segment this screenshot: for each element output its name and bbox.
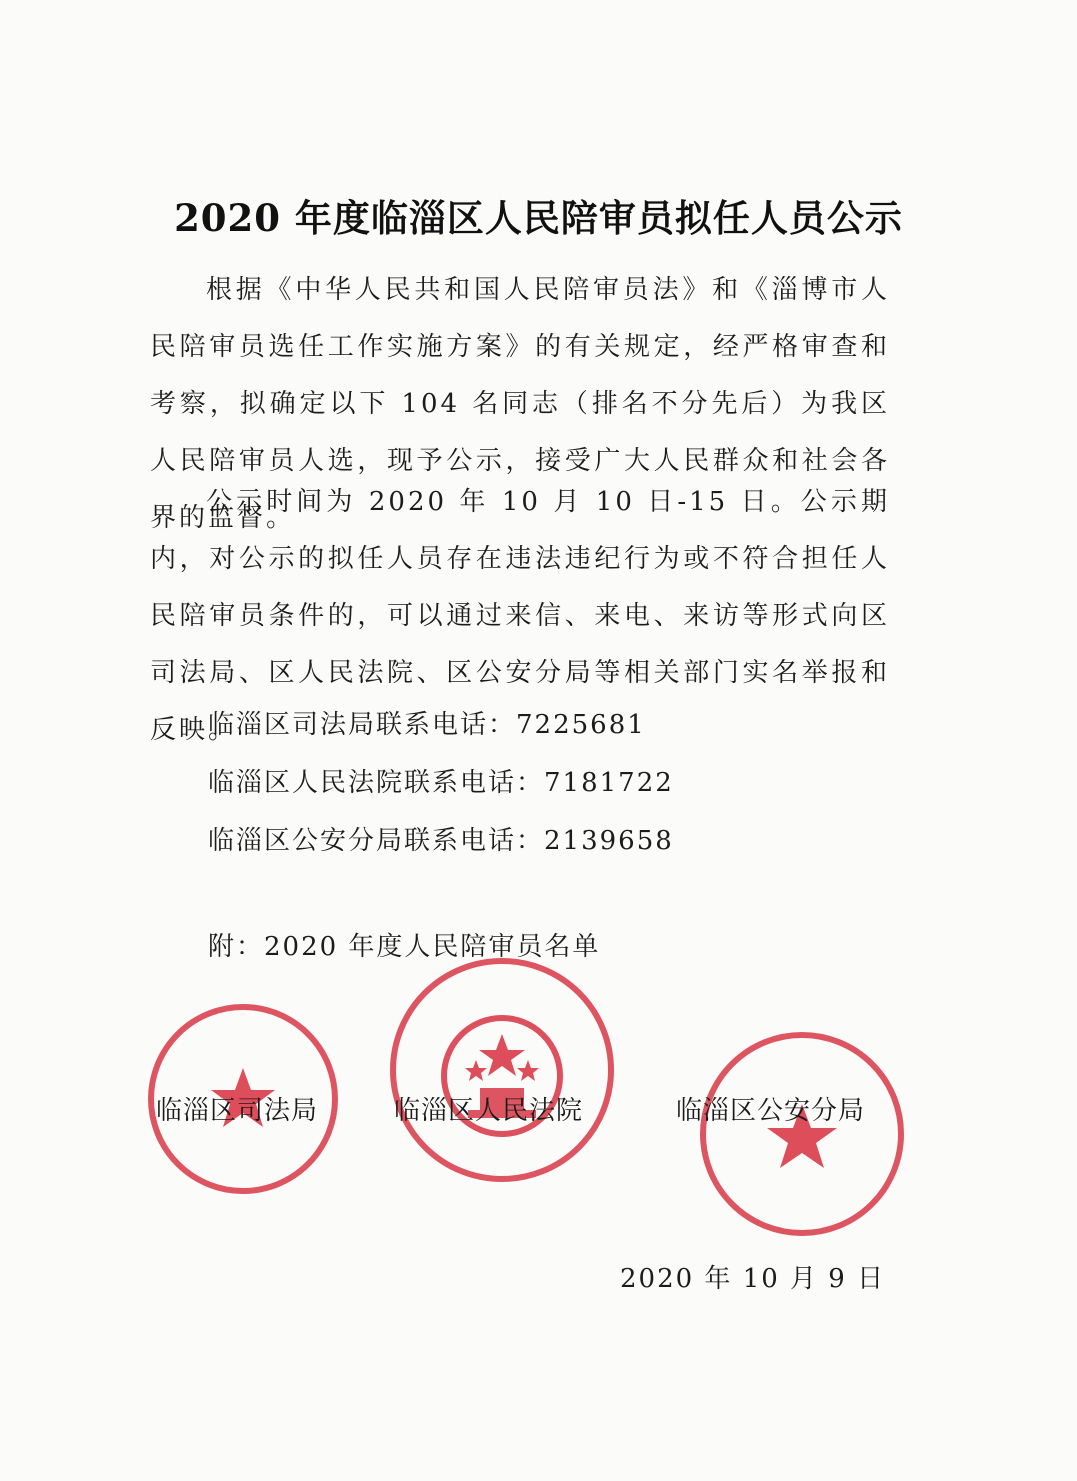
signatory-justice-bureau: 临淄区司法局 [156,1096,319,1126]
paragraph-period: 公示时间为 2020 年 10 月 10 日-15 日。公示期内，对公示的拟任人员存在违法违纪行为或不符合担任人民陪审员条件的，可以通过来信、来电、来访等形式向区司法局、区人民法院、区公安分局等相关部门实名举报和反映。 [150,487,890,745]
court-seal [390,958,614,1182]
signatory-court: 临淄区人民法院 [394,1096,584,1126]
document-date: 2020 年 10 月 9 日 [620,1264,886,1294]
paragraph-intro: 根据《中华人民共和国人民陪审员法》和《淄博市人民陪审员选任工作实施方案》的有关规定，经严格审查和考察，拟确定以下 104 名同志（排名不分先后）为我区人民陪审员人选，现予公示，接受广大人民群众和社会各界的监督。 [150,275,890,533]
document-title: 2020 年度临淄区人民陪审员拟任人员公示 [174,196,903,240]
contact-justice-bureau: 临淄区司法局联系电话：7225681 [208,710,646,740]
police-bureau-seal [700,1032,904,1236]
attachment-note: 附：2020 年度人民陪审员名单 [208,932,601,962]
national-emblem-icon [396,964,608,1176]
contact-police: 临淄区公安分局联系电话：2139658 [208,826,674,856]
signatory-police: 临淄区公安分局 [676,1096,866,1126]
contact-court: 临淄区人民法院联系电话：7181722 [208,768,674,798]
seal-star-icon [706,1038,898,1230]
